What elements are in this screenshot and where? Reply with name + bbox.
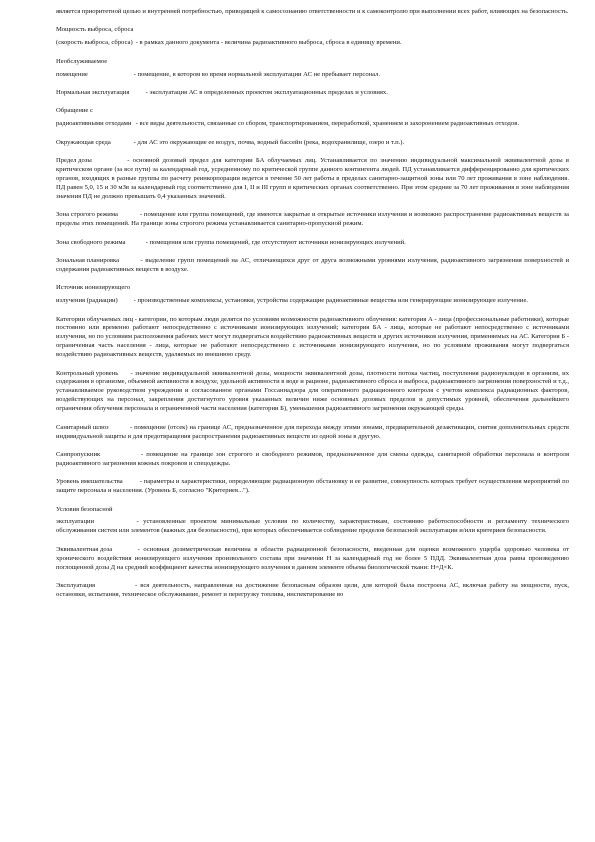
term-label: Окружающая среда: [56, 138, 111, 146]
term-label: Предел дозы: [56, 157, 92, 165]
definition-text: - основной дозовый предел для категории БА облучаемых лиц. Устанавливается по значению индивидуальной максимальной эквивалентной дозы в критическом органе (за все пути) за календарный год, усредненному по критической группе данного контингента людей. ПД устанавливается дифференцированно для критических органов, входящих в разные группы по расчету реинкорпорации ведется в течение 50 лет работы в пределах санитарно-защитной зоны или 70 лет проживания в зоне наблюдения. ПД равен 5,0, 15 и 30 мЗв за календарный год соответственно для I, II и III групп в критических органах соответственно. При этом средние за 70 лет проживания в зоне наблюдения значения ПД не должно превышать 0,4 указанных значений.: [56, 157, 569, 200]
definition-zonalpl: [56, 257, 569, 275]
term-heading-usloviya: Условия безопасной: [56, 505, 113, 513]
definition-text: - установленные проектом минимальные условия по количеству, характеристикам, состоянию работоспособности и регламенту технического обслуживания систем или элементов (важных для безопасности), при которых обеспечивается соблюдение пределов безопасной эксплуатации и/или критериев безопасности.: [56, 518, 569, 535]
term-label: помещение: [56, 70, 88, 78]
term-label: Контрольный уровень: [56, 369, 119, 377]
term-label: Санитарный шлюз: [56, 423, 109, 431]
definition-sanshluz: [56, 424, 569, 442]
definition-moshchnost: [56, 39, 569, 48]
definition-kategorii: Категории облучаемых лиц - категории, по которым люди делятся по условиям возможности радиоактивного облучения: категория А - лица (профессиональные работники), которые постоянно или временно работают непосредственно с источниками ионизирующих излучений; категория БА - лица, которые не работают непосредственно с источниками излучения, но по условиям расположения рабочих мест могут подвергаться воздействию радиоактивных веществ и других источников излучения, применяемых на АС. Категория Б - ограниченная часть населения - лица, которые не работают непосредственно с источниками ионизирующего излучения, но по условиям проживания могут подвергаться воздействию радиоактивных веществ, удаляемых во внешнюю среду.: [56, 315, 569, 359]
term-heading-obrash: Обращение с: [56, 107, 93, 115]
definition-text: - помещение или группа помещений, где имеются закрытые и открытые источники излучения и возможно распространение радиоактивных веществ за пределы этих помещений. На границе зоны строгого режима устанавливается санитарно-пропускной режим.: [56, 211, 569, 228]
term-label: Эксплуатация: [56, 581, 96, 589]
definition-text: - значение индивидуальной эквивалентной дозы, мощности эквивалентной дозы, плотности потока частиц, поступления радионуклидов в организм, их содержания в организме, объемной активности в воздухе, удельной активности в воде и рационе, радиоактивного сброса и выброса, радиоактивного загрязнения поверхностей и т.д., устанавливаемое руководством учреждения и согласованное органами Госсаннадзора для оперативного радиационного контроля с учетом комплекса радиационных факторов, воздействующих на персонал, закрепления достигнутого уровня указанных величин ниже основных дозовых пределов и допустимых уровней, обеспечения дальнейшего ограничения облучения персонала и ограниченной части населения (категории Б), уменьшения радиоактивного загрязнения окружающей среды.: [56, 369, 569, 413]
definition-text: - помещение, в котором во время нормальной эксплуатации АС не пребывает персонал.: [133, 70, 381, 78]
term-label: Зона свободного режима: [56, 238, 126, 246]
definition-zonasvob: [56, 239, 569, 248]
definition-text: - производственные комплексы, установки, устройства содержащие радиоактивные вещества или генерирующие ионизирующее излучение.: [133, 297, 529, 305]
definition-normexpl: [56, 89, 569, 98]
definition-istochnik: [56, 297, 569, 306]
definition-text: - основная дозиметрическая величина в области радиационной безопасности, введенная для оценки возможного ущерба здоровью человека от хронического воздействия ионизирующего излучения произвольного состава при значении Н за календарный год не более 5 ПДД. Эквивалентная доза равна произведению поглощенной дозы Д на средний коэффициент качества ионизирующего излучения в данном элементе объема биологической ткани: Н=Д×К.: [56, 545, 570, 571]
term-label: радиоактивными отходами: [56, 120, 132, 128]
term-heading-neobsl: Необслуживаемое: [56, 57, 108, 65]
term-heading-moshchnost: Мощность выброса, сброса: [56, 26, 134, 34]
term-label: Нормальная эксплуатация: [56, 89, 130, 97]
definition-text: - все виды деятельности, связанные со сбором, транспортированием, переработкой, хранением и захоронением радиоактивных отходов.: [135, 120, 519, 128]
term-heading-istochnik: Источник ионизирующего: [56, 284, 131, 292]
definition-preddoza: [56, 157, 569, 202]
definition-uroven: [56, 478, 569, 496]
definition-kontrol: [56, 370, 569, 415]
term-label: Санпропускник: [56, 450, 101, 458]
definition-text: - помещения или группа помещений, где отсутствуют источники ионизирующих излучений.: [145, 238, 406, 246]
term-label: излучения (радиации): [56, 297, 118, 305]
definition-usloviya: [56, 518, 569, 536]
definition-text: - помещение (отсек) на границе АС, предназначенное для перехода между этими зонами, предварительной дезактивации, снятия дополнительных средств индивидуальной защиты и для предотвращения распространения радиоактивных веществ из одной зоны в другую.: [56, 423, 569, 440]
definition-ekvdoza: [56, 546, 569, 573]
definition-okrsreda: [56, 139, 569, 148]
definition-text: - эксплуатация АС в определенных проектом эксплуатационных пределах и условиях.: [145, 89, 388, 97]
term-label: Зональная планировка: [56, 256, 120, 264]
definition-zonastrog: [56, 211, 569, 229]
definition-text: - вся деятельность, направленная на достижение безопасным образом цели, для которой была построена АС, включая работу на мощности, пуск, остановки, испытания, техническое обслуживание, ремонт и перегрузку топлива, инспектирование во: [56, 581, 569, 598]
definition-text: - выделение групп помещений на АС, отличающихся друг от друга возможными уровнями излучения, радиоактивного загрязнения поверхностей и содержания радиоактивных веществ в воздухе.: [56, 256, 569, 273]
intro-paragraph: является приоритетной целью и внутренней потребностью, приводящей к самосознанию ответственности и к самоконтролю при выполнении всех работ, влияющих на безопасность.: [56, 8, 569, 15]
definition-text: - в рамках данного документа - величина радиоактивного выброса, сброса в единицу времени.: [135, 39, 402, 47]
definition-sanpropusk: [56, 451, 569, 469]
definition-text: - параметры и характеристики, определяющие радиационную обстановку и ее развитие, совокупность которых требует осуществления мероприятий по защите персонала и населения. (Уровень Б, согласно "Критериев...").: [56, 478, 569, 495]
term-label: Уровень вмешательства: [56, 478, 123, 486]
term-label: (скорость выброса, сброса): [56, 39, 133, 47]
definition-text: - для АС это окружающие ее воздух, почва, водный бассейн (река, водохранилище, озеро и т.п.).: [133, 138, 405, 146]
term-label: Эквивалентная доза: [56, 545, 113, 553]
definition-text: - помещение на границе зон строгого и свободного режимов, предназначенное для смены одежды, санитарной обработки персонала и контроля радиоактивного загрязнения кожных покровов и спецодежды.: [56, 450, 569, 467]
definition-neobsl: [56, 71, 569, 80]
definition-obrash: [56, 120, 569, 129]
term-label: Зона строгого режима: [56, 211, 118, 219]
definition-ekspl: [56, 582, 569, 600]
term-label: эксплуатации: [56, 518, 95, 526]
